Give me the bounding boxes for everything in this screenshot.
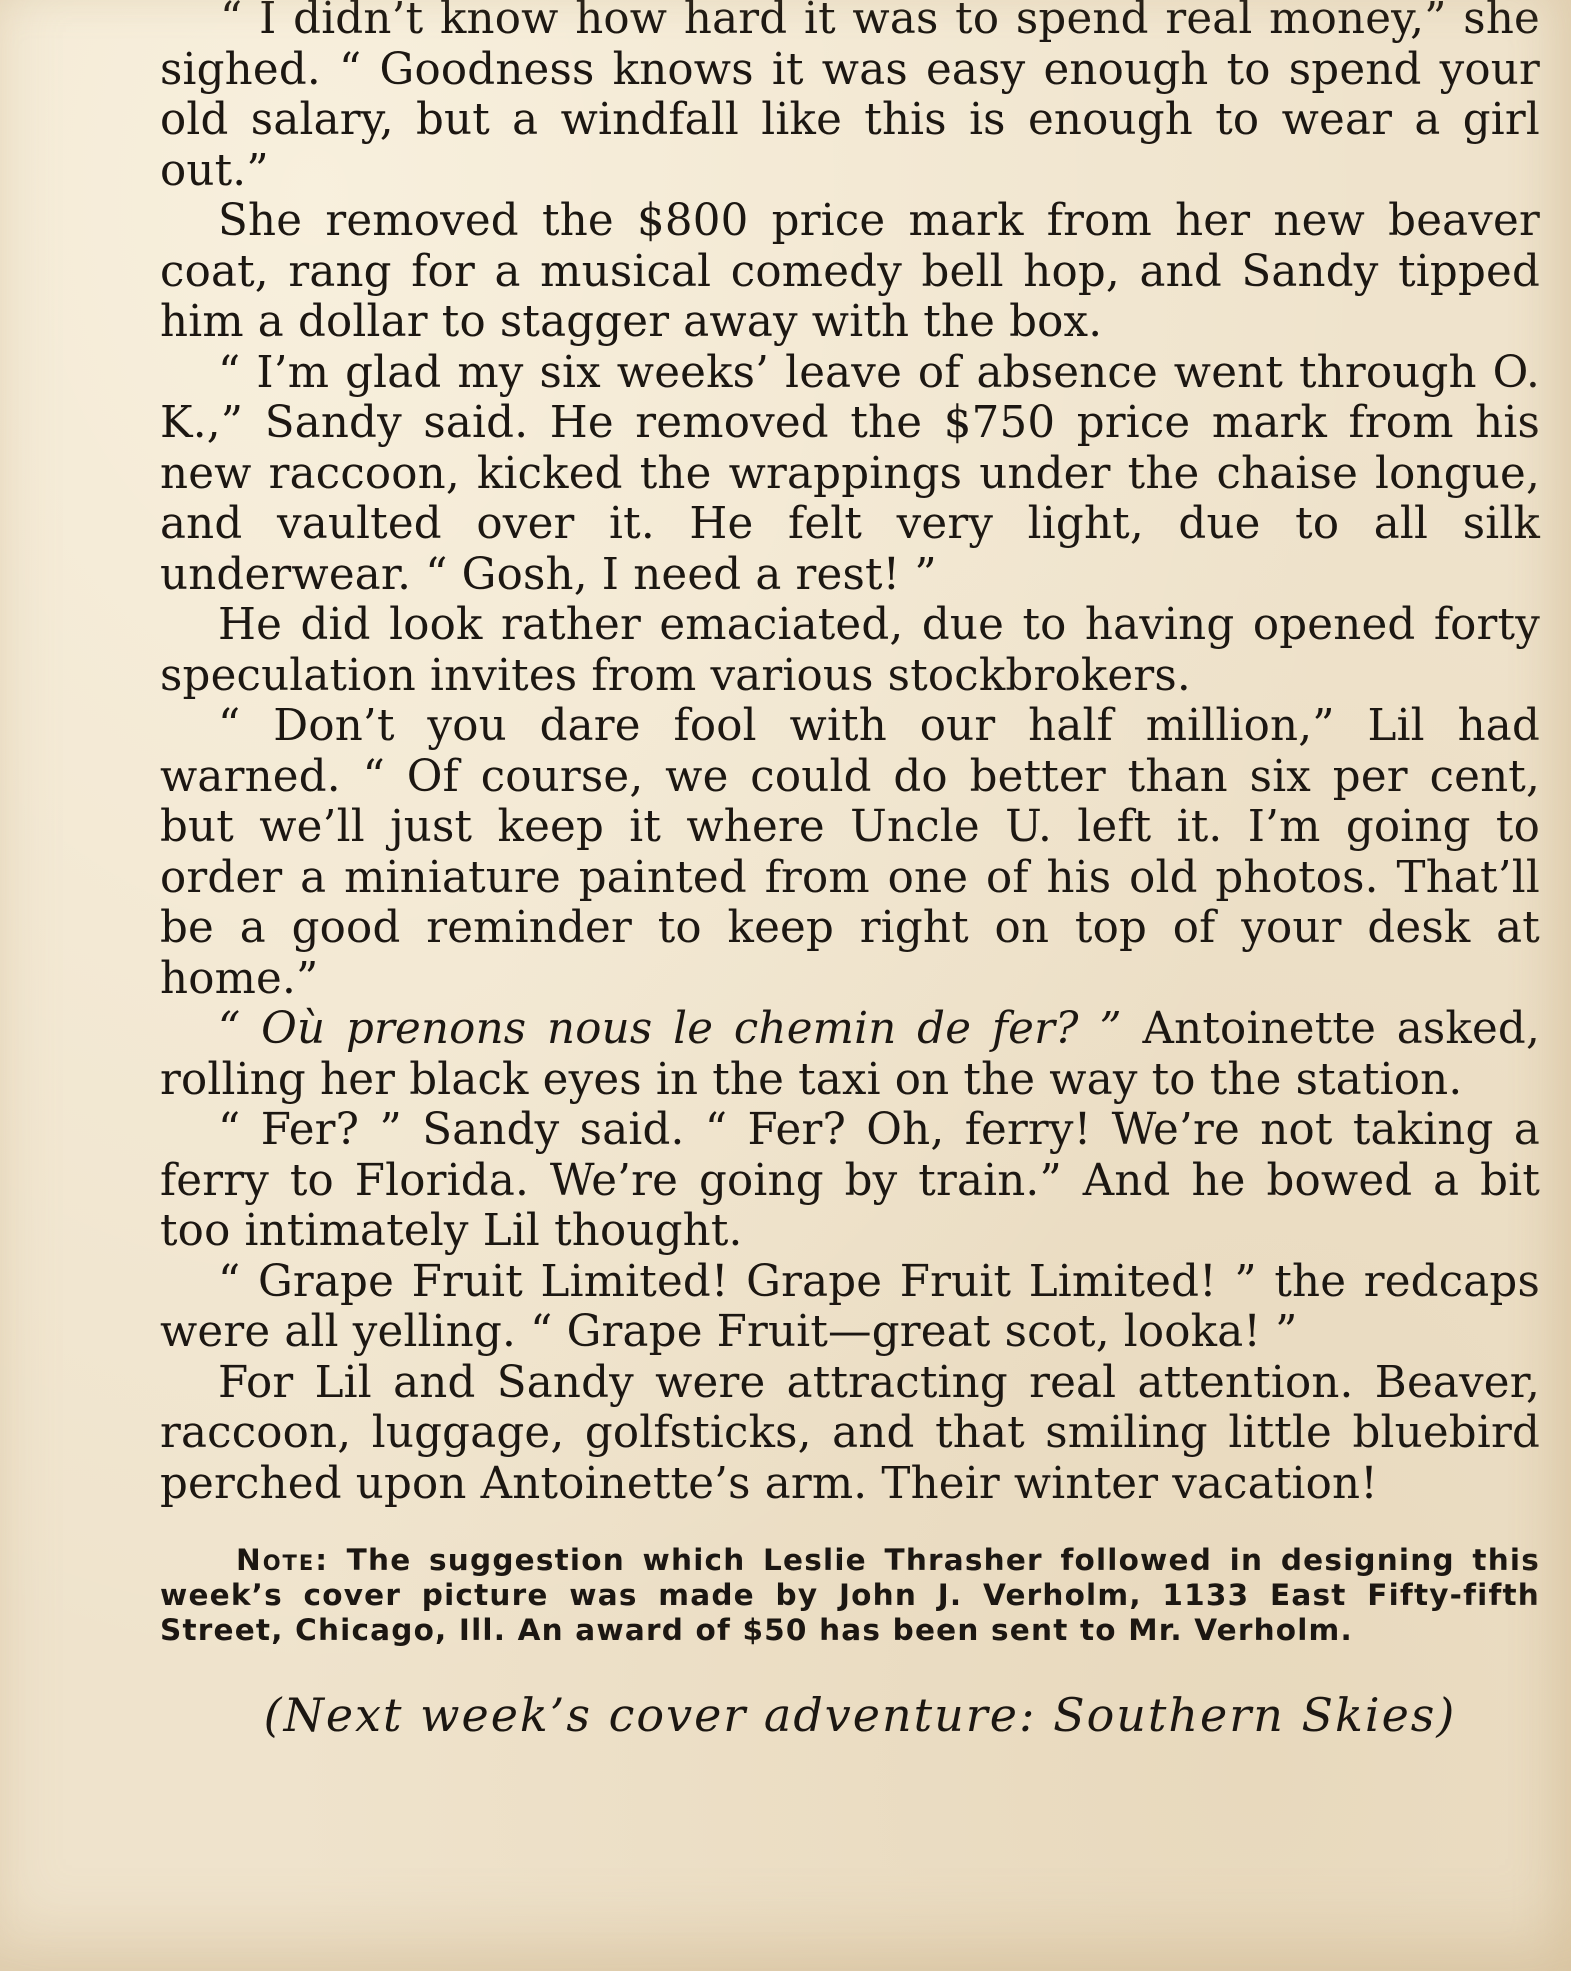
story-paragraph: “ Grape Fruit Limited! Grape Fruit Limited! ” the redcaps were all yelling. “ Grape Fruit—great scot, looka! ” xyxy=(160,1256,1540,1357)
note-text: The suggestion which Leslie Thrasher followed in designing this week’s cover picture was made by John J. Verholm, 1133 East Fifty-fifth Street, Chicago, Ill. An award of $50 has been sent to Mr. Verholm. xyxy=(160,1543,1540,1647)
document-page xyxy=(160,0,1540,1742)
story-paragraph: “ Don’t you dare fool with our half million,” Lil had warned. “ Of course, we could do better than six per cent, but we’ll just keep it where Uncle U. left it. I’m going to order a miniature painted from one of his old photos. That’ll be a good reminder to keep right on top of your desk at home.” xyxy=(160,701,1540,1004)
story-paragraph: “ I didn’t know how hard it was to spend real money,” she sighed. “ Goodness knows it was easy enough to spend your old salary, but a windfall like this is enough to wear a girl out.” xyxy=(160,0,1540,196)
french-quote: “ Où prenons nous le chemin de fer? ” xyxy=(218,1004,1122,1054)
story-text xyxy=(160,0,1540,1509)
next-week-teaser: (Next week’s cover adventure: Southern Skies) xyxy=(263,1688,1457,1742)
story-paragraph: She removed the $800 price mark from her new beaver coat, rang for a musical comedy bell hop, and Sandy tipped him a dollar to stagger away with the box. xyxy=(160,196,1540,347)
note-label: Note: xyxy=(236,1543,330,1577)
story-paragraph: For Lil and Sandy were attracting real attention. Beaver, raccoon, luggage, golfsticks, and that smiling little bluebird perched upon Antoinette’s arm. Their winter vacation! xyxy=(160,1357,1540,1509)
story-paragraph: He did look rather emaciated, due to having opened forty speculation invites from various stockbrokers. xyxy=(160,600,1540,701)
story-paragraph: “ Fer? ” Sandy said. “ Fer? Oh, ferry! We’re not taking a ferry to Florida. We’re going by train.” And he bowed a bit too intimately Lil thought. xyxy=(160,1105,1540,1256)
story-paragraph-rest: Antoinette asked, rolling her black eyes in the taxi on the way to the station. xyxy=(160,1004,1540,1105)
story-paragraph: “ I’m glad my six weeks’ leave of absence went through O. K.,” Sandy said. He removed the $750 price mark from his new raccoon, kicked the wrappings under the chaise longue, and vaulted over it. He felt very light, due to all silk underwear. “ Gosh, I need a rest! ” xyxy=(160,347,1540,600)
story-paragraph xyxy=(160,1004,1540,1105)
editor-note xyxy=(160,1543,1540,1648)
